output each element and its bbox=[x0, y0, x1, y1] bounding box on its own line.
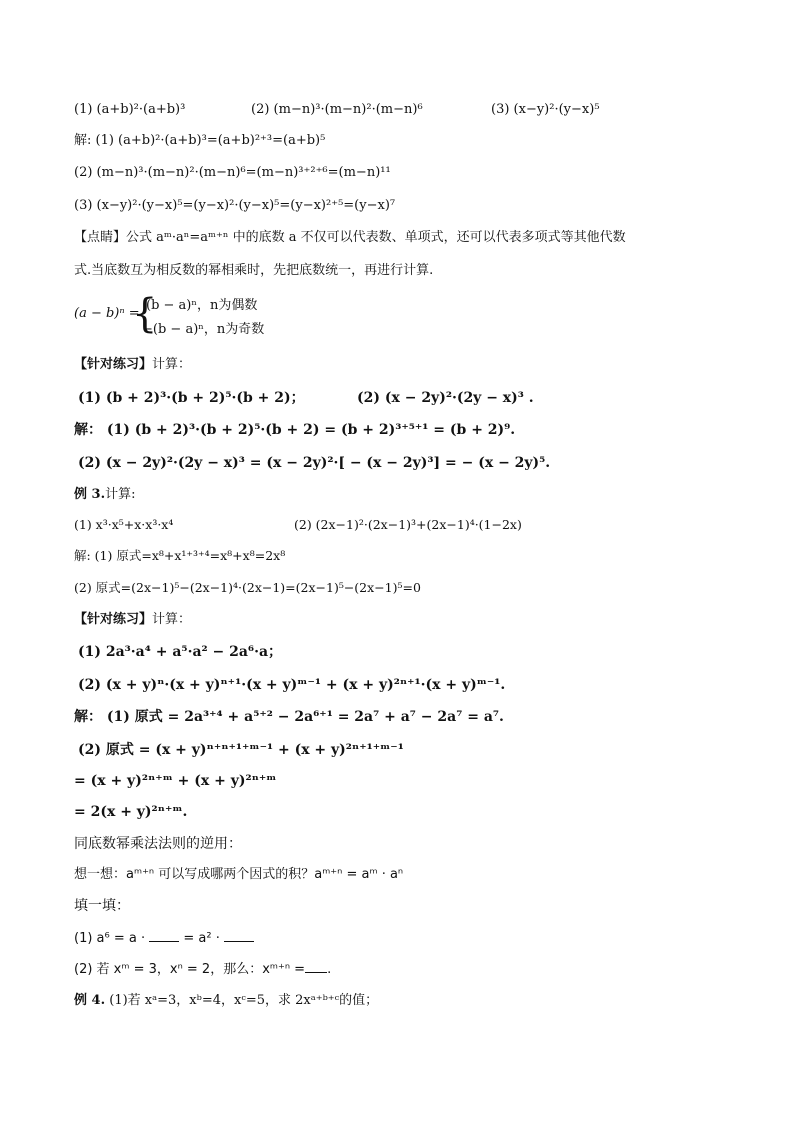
brace-symbol: { bbox=[132, 291, 158, 337]
practice2-solution-3: = (x + y)²ⁿ⁺ᵐ + (x + y)²ⁿ⁺ᵐ bbox=[74, 773, 277, 789]
ex2-solution-2: (2) (m−n)³·(m−n)²·(m−n)⁶=(m−n)³⁺²⁺⁶=(m−n)¹¹ bbox=[74, 165, 391, 180]
ex2-problem-3: (3) (x−y)²·(y−x)⁵ bbox=[491, 102, 600, 117]
practice1-solution-2: (2) (x − 2y)²·(2y − x)³ = (x − 2y)²·[ − (x − 2y)³] = − (x − 2y)⁵. bbox=[78, 455, 551, 471]
ex3-problem-1: (1) x³·x⁵+x·x³·x⁴ bbox=[74, 517, 174, 532]
ex4-heading: 例 4. bbox=[74, 993, 106, 1008]
fill2-blank[interactable] bbox=[305, 960, 327, 973]
fill1-blank-a[interactable] bbox=[149, 929, 179, 942]
reverse-fill-title: 填一填： bbox=[74, 898, 130, 914]
practice1-heading bbox=[74, 356, 191, 374]
practice1-heading-label: 【针对练习】 bbox=[74, 357, 153, 372]
reverse-think: 想一想：aᵐ⁺ⁿ 可以写成哪两个因式的积？aᵐ⁺ⁿ = aᵐ · aⁿ bbox=[74, 867, 404, 882]
ex3-heading bbox=[74, 486, 136, 504]
reverse-fill-1 bbox=[74, 929, 254, 948]
reverse-title: 同底数幂乘法法则的逆用： bbox=[74, 836, 242, 852]
formula-case-odd: −(b − a)ⁿ，n为奇数 bbox=[142, 322, 265, 337]
ex3-solution-1: 解: (1) 原式=x⁸+x¹⁺³⁺⁴=x⁸+x⁸=2x⁸ bbox=[74, 548, 286, 563]
practice2-solution-2: (2) 原式 = (x + y)ⁿ⁺ⁿ⁺¹⁺ᵐ⁻¹ + (x + y)²ⁿ⁺¹⁺ᵐ⁻¹ bbox=[78, 742, 404, 758]
practice2-heading-label: 【针对练习】 bbox=[74, 612, 153, 627]
ex4-line bbox=[74, 992, 378, 1010]
practice1-solution-1: 解： (1) (b + 2)³·(b + 2)⁵·(b + 2) = (b + 2)³⁺⁵⁺¹ = (b + 2)⁹. bbox=[74, 422, 516, 438]
piecewise-formula bbox=[74, 292, 314, 340]
note-line-2: 式.当底数互为相反数的幂相乘时，先把底数统一，再进行计算. bbox=[74, 263, 434, 278]
fill1-part-b: = a² · bbox=[179, 931, 220, 946]
ex3-solution-2: (2) 原式=(2x−1)⁵−(2x−1)⁴·(2x−1)=(2x−1)⁵−(2x−1)⁵=0 bbox=[74, 580, 421, 595]
practice1-heading-tail: 计算： bbox=[152, 357, 192, 372]
fill1-part-a: (1) a⁶ = a · bbox=[74, 931, 146, 946]
fill2-part-b: . bbox=[327, 962, 332, 977]
practice2-heading bbox=[74, 611, 191, 629]
practice1-problem-2: (2) (x − 2y)²·(2y − x)³ . bbox=[357, 390, 534, 406]
ex3-heading-tail: 计算: bbox=[105, 487, 136, 502]
ex2-problem-2: (2) (m−n)³·(m−n)²·(m−n)⁶ bbox=[251, 102, 423, 117]
ex4-text: (1)若 xᵃ=3，xᵇ=4，xᶜ=5，求 2xᵃ⁺ᵇ⁺ᶜ的值； bbox=[109, 993, 379, 1008]
ex2-problem-1: (1) (a+b)²·(a+b)³ bbox=[74, 102, 186, 117]
fill2-part-a: (2) 若 xᵐ = 3，xⁿ = 2，那么：xᵐ⁺ⁿ = bbox=[74, 962, 306, 977]
reverse-fill-2 bbox=[74, 960, 331, 979]
note-line-1: 【点睛】公式 aᵐ·aⁿ=aᵐ⁺ⁿ 中的底数 a 不仅可以代表数、单项式，还可以代表多项式等其他代数 bbox=[74, 230, 626, 245]
practice2-problem-1: (1) 2a³·a⁴ + a⁵·a² − 2a⁶·a； bbox=[78, 644, 283, 660]
ex2-solution-3: (3) (x−y)²·(y−x)⁵=(y−x)²·(y−x)⁵=(y−x)²⁺⁵=(y−x)⁷ bbox=[74, 198, 396, 213]
ex3-problem-2: (2) (2x−1)²·(2x−1)³+(2x−1)⁴·(1−2x) bbox=[294, 517, 522, 532]
ex3-heading-label: 例 3. bbox=[74, 487, 106, 502]
practice2-problem-2: (2) (x + y)ⁿ·(x + y)ⁿ⁺¹·(x + y)ᵐ⁻¹ + (x + y)²ⁿ⁺¹·(x + y)ᵐ⁻¹. bbox=[78, 677, 506, 693]
practice2-solution-1: 解： (1) 原式 = 2a³⁺⁴ + a⁵⁺² − 2a⁶⁺¹ = 2a⁷ + a⁷ − 2a⁷ = a⁷. bbox=[74, 709, 504, 725]
practice1-problem-1: (1) (b + 2)³·(b + 2)⁵·(b + 2)； bbox=[78, 390, 305, 406]
formula-case-even: (b − a)ⁿ，n为偶数 bbox=[146, 298, 258, 313]
ex2-solution-1: 解: (1) (a+b)²·(a+b)³=(a+b)²⁺³=(a+b)⁵ bbox=[74, 133, 326, 148]
formula-lhs: (a − b)ⁿ = bbox=[74, 306, 140, 321]
practice2-solution-4: = 2(x + y)²ⁿ⁺ᵐ. bbox=[74, 804, 188, 820]
practice2-heading-tail: 计算： bbox=[152, 612, 192, 627]
fill1-blank-b[interactable] bbox=[224, 929, 254, 942]
